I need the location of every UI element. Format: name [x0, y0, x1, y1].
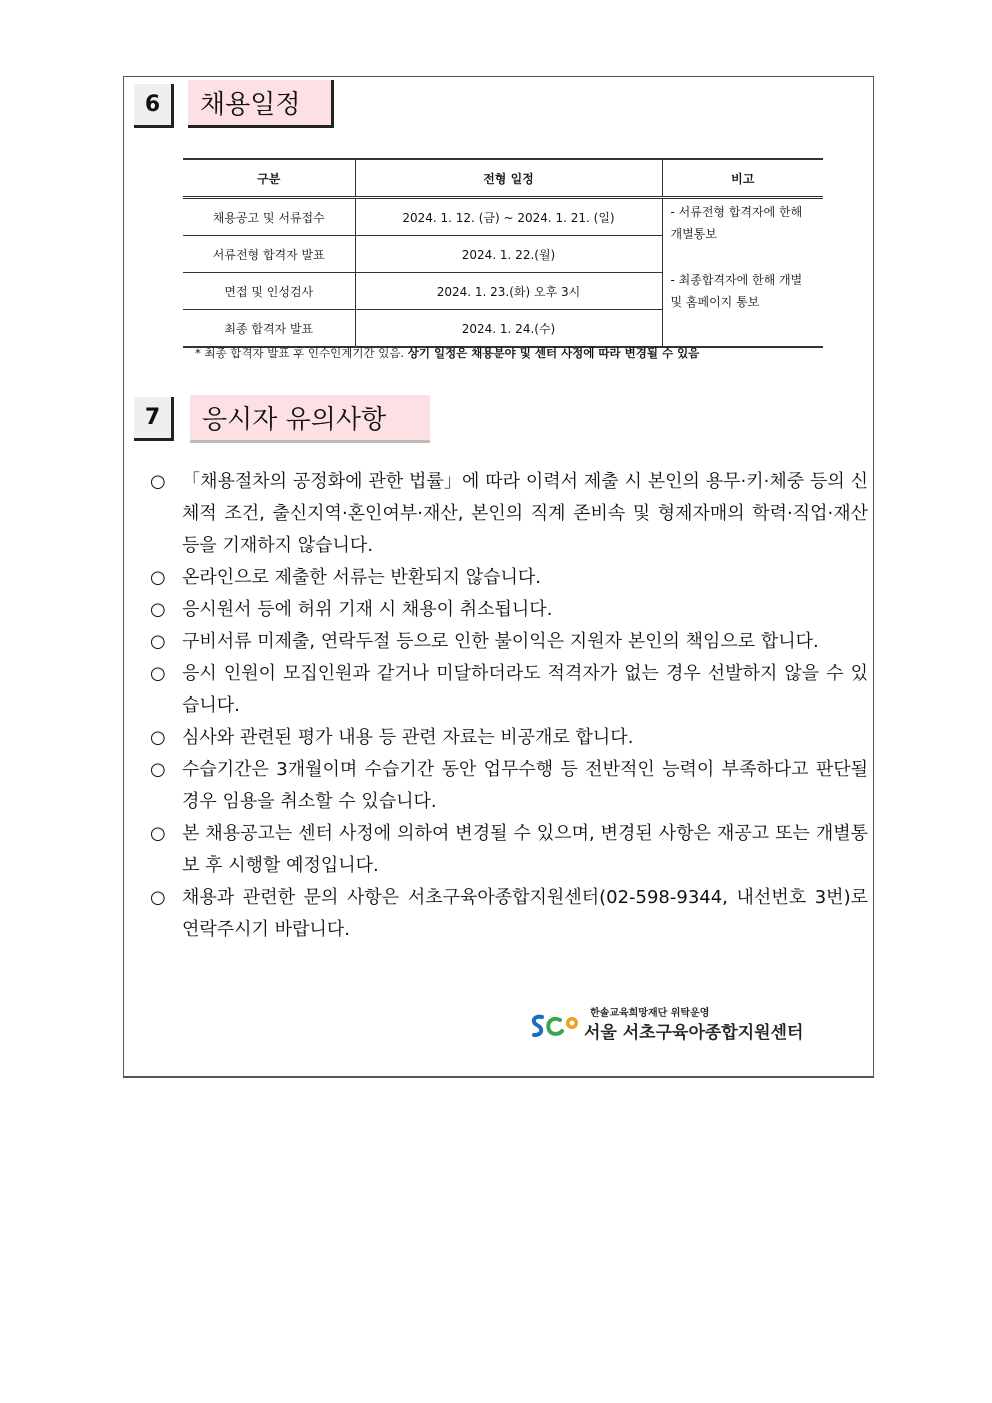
header-schedule: 전형 일정 [355, 159, 662, 198]
schedule-header-row [183, 159, 823, 198]
bullet-circle-icon: ○ [150, 599, 166, 620]
row-category: 서류전형 합격자 발표 [183, 236, 355, 273]
bullet-circle-icon: ○ [150, 727, 166, 748]
row-schedule: 2024. 1. 23.(화) 오후 3시 [355, 273, 662, 310]
table-row [183, 198, 823, 236]
bullet-circle-icon: ○ [150, 631, 166, 652]
list-item-text: 온라인으로 제출한 서류는 반환되지 않습니다. [182, 567, 541, 588]
list-item [150, 594, 868, 626]
row-category: 면접 및 인성검사 [183, 273, 355, 310]
section-6-number: 6 [134, 84, 174, 128]
schedule-table [183, 158, 823, 348]
list-item-text: 「채용절차의 공정화에 관한 법률」에 따라 이력서 제출 시 본인의 용무·키·체중 등의 신체적 조건, 출신지역·혼인여부·재산, 본인의 직계 존비속 및 형제자매의 학력·직업·재산 등을 기재하지 않습니다. [182, 471, 868, 556]
list-item-text: 수습기간은 3개월이며 수습기간 동안 업무수행 등 전반적인 능력이 부족하다고 판단될 경우 임용을 취소할 수 있습니다. [182, 759, 868, 812]
bullet-circle-icon: ○ [150, 663, 166, 684]
list-item-text: 구비서류 미제출, 연락두절 등으로 인한 불이익은 지원자 본인의 책임으로 합니다. [182, 631, 819, 652]
list-item-text: 심사와 관련된 평가 내용 등 관련 자료는 비공개로 합니다. [182, 727, 634, 748]
center-logo-icon [528, 1009, 580, 1043]
header-category: 구분 [183, 159, 355, 198]
bullet-circle-icon: ○ [150, 759, 166, 780]
remark-document-screening: - 서류전형 합격자에 한해 개별통보 [670, 205, 803, 241]
list-item [150, 722, 868, 754]
bullet-circle-icon: ○ [150, 823, 166, 844]
footnote-plain: * 최종 합격자 발표 후 인수인계기간 있음. [195, 346, 405, 360]
list-item-text: 채용과 관련한 문의 사항은 서초구육아종합지원센터(02-598-9344, 내선번호 3번)로 연락주시기 바랍니다. [182, 887, 868, 940]
remarks-cell [662, 198, 823, 348]
list-item [150, 626, 868, 658]
logo-name: 서울 서초구육아종합지원센터 [584, 1023, 804, 1043]
remark-final-pass: - 최종합격자에 한해 개별 및 홈페이지 통보 [670, 273, 803, 309]
section-7-number: 7 [134, 397, 174, 441]
footnote-bold: 상기 일정은 채용분야 및 센터 사정에 따라 변경될 수 있음 [407, 346, 700, 360]
logo-subtitle: 한솔교육희망재단 위탁운영 [590, 1008, 710, 1019]
list-item [150, 818, 868, 882]
notice-list [150, 466, 868, 946]
list-item [150, 466, 868, 562]
list-item [150, 882, 868, 946]
bullet-circle-icon: ○ [150, 887, 166, 908]
list-item-text: 본 채용공고는 센터 사정에 의하여 변경될 수 있으며, 변경된 사항은 재공고 또는 개별통보 후 시행할 예정입니다. [182, 823, 868, 876]
list-item [150, 658, 868, 722]
row-category: 채용공고 및 서류접수 [183, 198, 355, 236]
list-item [150, 562, 868, 594]
schedule-footnote [195, 345, 699, 361]
list-item-text: 응시 인원이 모집인원과 같거나 미달하더라도 적격자가 없는 경우 선발하지 않을 수 있습니다. [182, 663, 868, 716]
row-schedule: 2024. 1. 22.(월) [355, 236, 662, 273]
row-schedule: 2024. 1. 24.(수) [355, 310, 662, 348]
center-logo [528, 1003, 828, 1043]
section-6-title: 채용일정 [188, 80, 334, 128]
section-7-title: 응시자 유의사항 [190, 395, 430, 443]
list-item-text: 응시원서 등에 허위 기재 시 채용이 취소됩니다. [182, 599, 553, 620]
bullet-circle-icon: ○ [150, 471, 166, 492]
bullet-circle-icon: ○ [150, 567, 166, 588]
list-item [150, 754, 868, 818]
row-schedule: 2024. 1. 12. (금) ~ 2024. 1. 21. (일) [355, 198, 662, 236]
row-category: 최종 합격자 발표 [183, 310, 355, 348]
header-remarks: 비고 [662, 159, 823, 198]
